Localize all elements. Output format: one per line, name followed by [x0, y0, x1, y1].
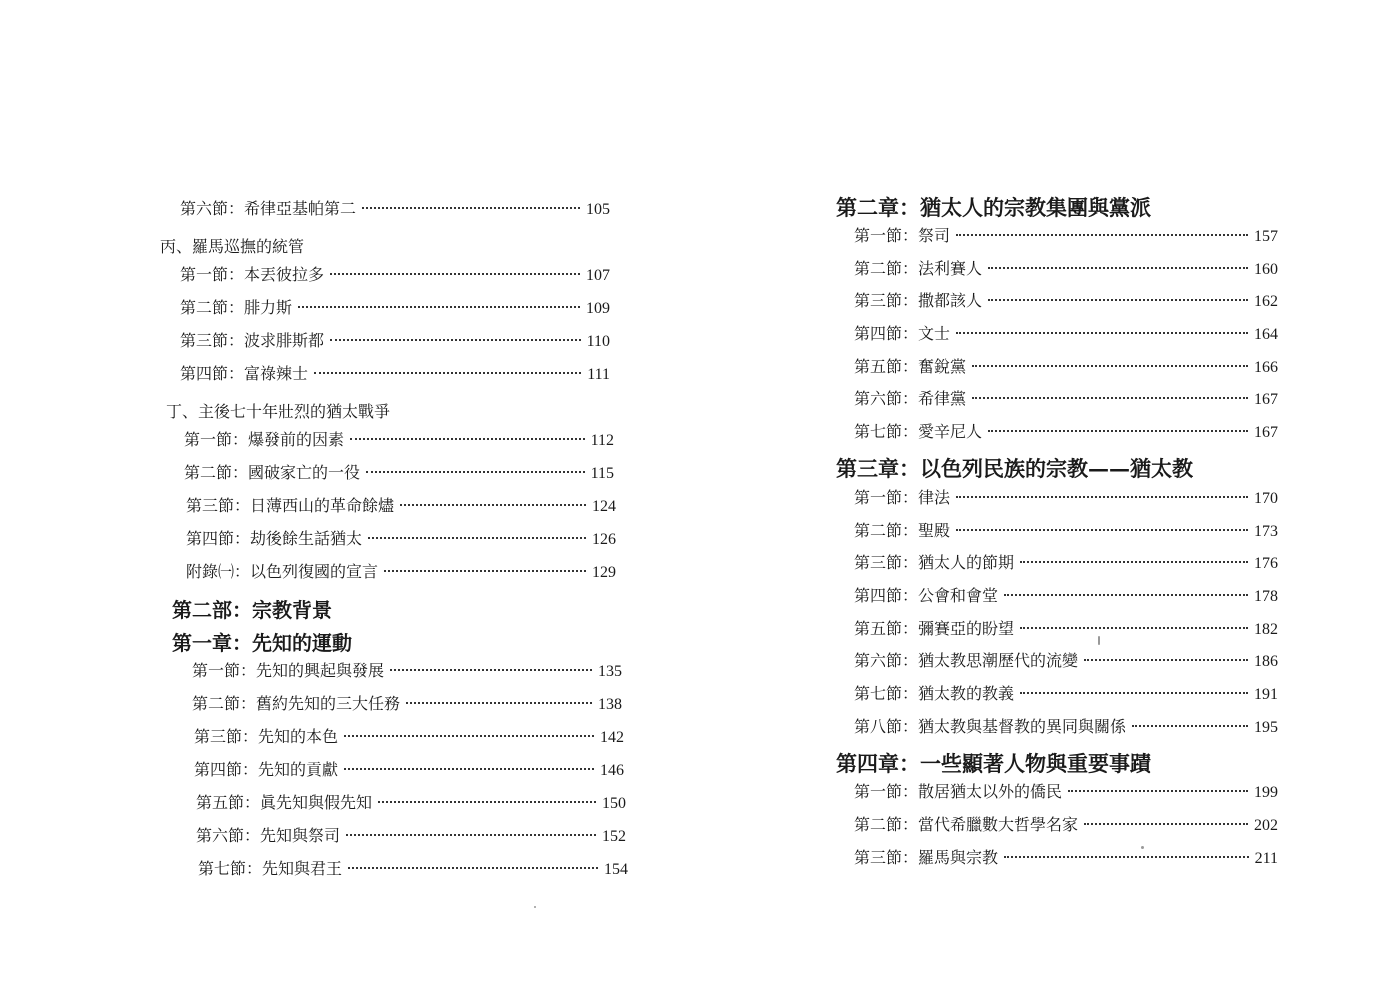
toc-page-number: 150 — [602, 795, 626, 812]
toc-page-number: 160 — [1254, 260, 1278, 278]
toc-entry — [854, 288, 1278, 321]
toc-entry-label: 第一節：先知的興起與發展 — [192, 661, 385, 680]
toc-page-number: 152 — [602, 828, 626, 845]
toc-entry-label: 第五節：彌賽亞的盼望 — [854, 618, 1015, 638]
toc-page-number: 195 — [1254, 718, 1278, 736]
toc-chapter-heading: 第一章：先知的運動 — [172, 631, 352, 655]
dot-leader — [378, 801, 596, 803]
dot-leader — [384, 570, 586, 572]
toc-entry — [854, 321, 1278, 354]
toc-chapter-heading: 第二章：猶太人的宗教集團與黨派 — [836, 194, 1151, 220]
right-page — [700, 0, 1400, 990]
toc-entry-label: 第二節：舊約先知的三大任務 — [192, 694, 401, 713]
toc-entry — [854, 518, 1278, 551]
toc-entry — [854, 583, 1278, 616]
toc-page-number: 135 — [598, 663, 622, 680]
dot-leader — [368, 537, 586, 539]
toc-entry — [854, 648, 1278, 681]
scan-speck — [1098, 636, 1100, 645]
dot-leader — [350, 438, 585, 440]
toc-page-number: 167 — [1254, 424, 1278, 442]
toc-entry-label: 第七節：猶太教的教義 — [854, 683, 1015, 703]
toc-entry — [194, 724, 624, 757]
dot-leader — [988, 267, 1248, 269]
toc-page-number: 142 — [600, 729, 624, 746]
dot-leader — [1084, 659, 1248, 661]
dot-leader — [1068, 790, 1248, 792]
toc-entry-label: 第一節：本丟彼拉多 — [180, 265, 325, 284]
toc-entry — [854, 354, 1278, 387]
toc-entry-label: 第一節：祭司 — [854, 226, 951, 245]
toc-entry-label: 第七節：先知與君王 — [198, 859, 343, 878]
toc-entry — [192, 691, 622, 724]
toc-page-number: 111 — [587, 366, 610, 383]
toc-page-number: 107 — [586, 267, 610, 284]
toc-group-heading: 丙、羅馬巡撫的統管 — [160, 237, 305, 256]
toc-page-number: 112 — [590, 432, 614, 449]
toc-entry-label: 附錄㈠：以色列復國的宣言 — [186, 562, 379, 581]
toc-entry-label: 第六節：希律黨 — [854, 389, 967, 409]
dot-leader — [1020, 627, 1248, 629]
toc-entry-label: 第四節：文士 — [854, 324, 951, 344]
toc-entry-label: 第一節：散居猶太以外的僑民 — [854, 782, 1063, 802]
toc-entry-label: 第六節：希律亞基帕第二 — [180, 199, 357, 218]
toc-group-heading: 丁、主後七十年壯烈的猶太戰爭 — [166, 402, 391, 421]
toc-entry — [180, 361, 610, 394]
toc-entry-label: 第六節：先知與祭司 — [196, 826, 341, 845]
toc-page-number: 154 — [604, 861, 628, 878]
dot-leader — [956, 496, 1248, 498]
toc-entry — [186, 559, 616, 592]
dot-leader — [330, 339, 581, 341]
toc-page-number: 126 — [592, 531, 616, 548]
dot-leader — [1084, 823, 1248, 825]
dot-leader — [972, 397, 1248, 399]
toc-page-number: 164 — [1254, 326, 1278, 344]
toc-page-number: 176 — [1254, 555, 1278, 573]
toc-entry — [184, 427, 614, 460]
dot-leader — [346, 834, 596, 836]
scan-speck — [1141, 846, 1144, 849]
toc-entry-label: 第一節：爆發前的因素 — [184, 430, 345, 449]
toc-entry-label: 第三節：波求腓斯都 — [180, 331, 325, 350]
toc-entry — [854, 485, 1278, 518]
toc-entry-label: 第八節：猶太教與基督教的異同與關係 — [854, 716, 1127, 736]
dot-leader — [1004, 856, 1249, 858]
toc-page-number: 199 — [1254, 784, 1278, 802]
toc-entry — [180, 262, 610, 295]
dot-leader — [298, 306, 580, 308]
toc-entry — [196, 790, 626, 823]
toc-entry-label: 第六節：猶太教思潮歷代的流變 — [854, 651, 1079, 671]
toc-chapter-heading: 第三章：以色列民族的宗教——猶太教 — [836, 456, 1193, 482]
toc-entry — [180, 295, 610, 328]
dot-leader — [988, 299, 1248, 301]
toc-entry-label: 第二節：法利賽人 — [854, 258, 983, 278]
toc-entry-label: 第三節：撒都該人 — [854, 291, 983, 311]
dot-leader — [390, 669, 592, 671]
dot-leader — [1020, 561, 1248, 563]
dot-leader — [362, 207, 580, 209]
toc-entry — [198, 856, 628, 889]
toc-entry — [184, 460, 614, 493]
left-toc — [160, 196, 628, 889]
toc-page-number: 182 — [1254, 620, 1278, 638]
toc-page-number: 124 — [592, 498, 616, 515]
toc-entry-label: 第四節：劫後餘生話猶太 — [186, 529, 363, 548]
toc-entry-label: 第三節：猶太人的節期 — [854, 553, 1015, 573]
toc-entry — [854, 386, 1278, 419]
dot-leader — [1020, 692, 1248, 694]
toc-page-number: 157 — [1254, 228, 1278, 245]
toc-page-number: 129 — [592, 564, 616, 581]
toc-entry — [186, 526, 616, 559]
toc-page-number: 211 — [1254, 849, 1278, 867]
dot-leader — [366, 471, 585, 473]
dot-leader — [1004, 594, 1248, 596]
toc-entry — [854, 550, 1278, 583]
toc-page-number: 146 — [600, 762, 624, 779]
toc-page-number: 178 — [1254, 587, 1278, 605]
dot-leader — [406, 702, 592, 704]
toc-page-number: 115 — [590, 465, 614, 482]
scan-speck — [534, 906, 536, 908]
toc-entry — [194, 757, 624, 790]
toc-page-number: 191 — [1254, 685, 1278, 703]
toc-entry-label: 第四節：公會和會堂 — [854, 585, 999, 605]
toc-entry — [854, 616, 1278, 649]
toc-entry-label: 第三節：先知的本色 — [194, 727, 339, 746]
toc-page-number: 167 — [1254, 391, 1278, 409]
toc-page-number: 186 — [1254, 653, 1278, 671]
dot-leader — [956, 529, 1248, 531]
dot-leader — [348, 867, 598, 869]
toc-entry-label: 第四節：先知的貢獻 — [194, 760, 339, 779]
toc-entry — [854, 714, 1278, 747]
toc-page-number: 110 — [586, 333, 610, 350]
toc-entry — [854, 419, 1278, 452]
dot-leader — [314, 372, 581, 374]
toc-page-number: 202 — [1254, 817, 1278, 834]
toc-entry — [854, 812, 1278, 845]
right-toc — [836, 190, 1278, 877]
toc-entry-label: 第七節：愛辛尼人 — [854, 422, 983, 442]
toc-entry-label: 第五節：眞先知與假先知 — [196, 793, 373, 812]
toc-entry — [854, 256, 1278, 289]
toc-entry-label: 第五節：奮銳黨 — [854, 356, 967, 376]
toc-entry-label: 第二節：腓力斯 — [180, 298, 293, 317]
toc-entry-label: 第二節：聖殿 — [854, 520, 951, 540]
toc-page-number: 105 — [586, 201, 610, 218]
dot-leader — [344, 768, 594, 770]
toc-page-number: 138 — [598, 696, 622, 713]
toc-entry — [854, 779, 1278, 812]
dot-leader — [1132, 725, 1248, 727]
toc-entry-label: 第二節：國破家亡的一役 — [184, 463, 361, 482]
dot-leader — [956, 234, 1248, 236]
dot-leader — [330, 273, 580, 275]
toc-entry-label: 第三節：羅馬與宗教 — [854, 847, 999, 867]
toc-entry — [180, 196, 610, 229]
toc-entry — [854, 223, 1278, 256]
toc-entry-label: 第二節：當代希臘數大哲學名家 — [854, 815, 1079, 834]
toc-entry — [196, 823, 626, 856]
toc-page-number: 173 — [1254, 522, 1278, 540]
toc-page-number: 166 — [1254, 358, 1278, 376]
toc-part-heading: 第二部：宗教背景 — [172, 598, 332, 622]
toc-chapter-heading: 第四章：一些顯著人物與重要事蹟 — [836, 750, 1151, 776]
dot-leader — [988, 430, 1248, 432]
dot-leader — [344, 735, 594, 737]
toc-page-number: 162 — [1254, 293, 1278, 311]
toc-page-number: 170 — [1254, 489, 1278, 507]
toc-entry — [854, 681, 1278, 714]
dot-leader — [956, 332, 1248, 334]
toc-entry-label: 第三節：日薄西山的革命餘燼 — [186, 496, 395, 515]
toc-entry — [854, 845, 1278, 878]
dot-leader — [972, 365, 1248, 367]
toc-entry — [186, 493, 616, 526]
dot-leader — [400, 504, 586, 506]
toc-entry — [192, 658, 622, 691]
toc-page-number: 109 — [586, 300, 610, 317]
toc-entry — [180, 328, 610, 361]
toc-entry-label: 第四節：富祿辣士 — [180, 364, 309, 383]
toc-entry-label: 第一節：律法 — [854, 487, 951, 507]
